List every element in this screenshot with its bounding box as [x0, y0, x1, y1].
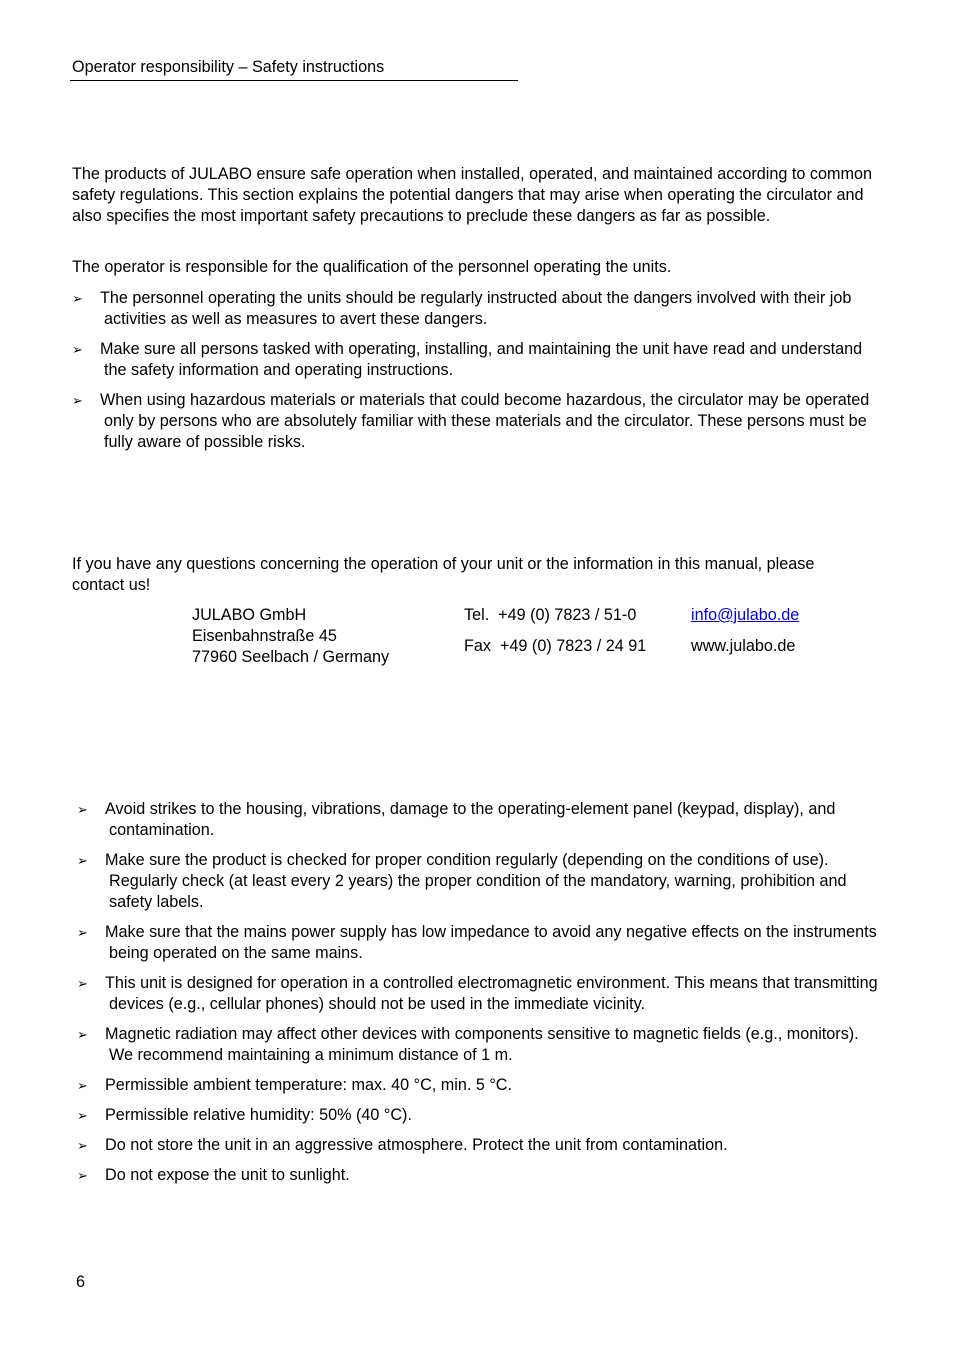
list-item-text: Avoid strikes to the housing, vibrations, damage to the operating-element panel (keypad, display), and contamination.	[105, 800, 836, 839]
arrow-bullet-icon: ➢	[72, 393, 83, 408]
list-item	[77, 1165, 884, 1186]
arrow-bullet-icon: ➢	[77, 853, 88, 868]
city-address: 77960 Seelbach / Germany	[192, 648, 390, 666]
list-item-text: Magnetic radiation may affect other devices with components sensitive to magnetic fields (e.g., monitors). We recommend maintaining a minimum distance of 1 m.	[105, 1025, 859, 1064]
list-item	[77, 1105, 884, 1126]
list-item-text: The personnel operating the units should be regularly instructed about the dangers involved with their job activities as well as measures to avert these dangers.	[100, 289, 852, 328]
street-address: Eisenbahnstraße 45	[192, 627, 337, 645]
list-item-text: Permissible relative humidity: 50% (40 °C).	[105, 1106, 412, 1124]
list-item-text: Make sure that the mains power supply has low impedance to avoid any negative effects on the instruments being operated on the same mains.	[105, 923, 877, 962]
list-item	[72, 390, 884, 453]
list-item	[77, 1135, 884, 1156]
list-item-text: Make sure the product is checked for proper condition regularly (depending on the conditions of use). Regularly check (at least every 2 years) the proper condition of the mandatory, warning, prohibition and safety labels.	[105, 851, 847, 911]
arrow-bullet-icon: ➢	[77, 925, 88, 940]
arrow-bullet-icon: ➢	[77, 802, 88, 817]
list-item-text: This unit is designed for operation in a controlled electromagnetic environment. This means that transmitting devices (e.g., cellular phones) should not be used in the immediate vicinity.	[105, 974, 878, 1013]
list-item-text: When using hazardous materials or materials that could become hazardous, the circulator may be operated only by persons who are absolutely familiar with these materials and the circulator. These persons must be fully aware of possible risks.	[100, 391, 870, 451]
contact-block	[192, 605, 832, 671]
fax-number: Fax +49 (0) 7823 / 24 91	[464, 637, 647, 655]
list-item	[72, 339, 884, 381]
website-text: www.julabo.de	[691, 637, 796, 655]
email-link[interactable]: info@julabo.de	[691, 606, 800, 624]
list-item	[77, 1024, 884, 1066]
list-item-text: Do not expose the unit to sunlight.	[105, 1166, 350, 1184]
list-item	[77, 973, 884, 1015]
list-item	[77, 1075, 884, 1096]
arrow-bullet-icon: ➢	[77, 976, 88, 991]
list-item	[77, 850, 884, 913]
arrow-bullet-icon: ➢	[77, 1108, 88, 1123]
arrow-bullet-icon: ➢	[72, 342, 83, 357]
list-item-text: Permissible ambient temperature: max. 40 °C, min. 5 °C.	[105, 1076, 512, 1094]
operation-bullet-list	[77, 799, 884, 1186]
arrow-bullet-icon: ➢	[77, 1168, 88, 1183]
list-item-text: Make sure all persons tasked with operating, installing, and maintaining the unit have read and understand the safety information and operating instructions.	[100, 340, 863, 379]
list-item-text: Do not store the unit in an aggressive atmosphere. Protect the unit from contamination.	[105, 1136, 728, 1154]
arrow-bullet-icon: ➢	[77, 1078, 88, 1093]
running-header: Operator responsibility – Safety instructions	[70, 57, 518, 81]
arrow-bullet-icon: ➢	[77, 1027, 88, 1042]
list-item	[72, 288, 884, 330]
personnel-bullet-list	[72, 288, 884, 453]
intro-paragraph: The products of JULABO ensure safe operation when installed, operated, and maintained according to common safety regulations. This section explains the potential dangers that may arise when operating the circulator and also specifies the most important safety precautions to preclude these dangers as far as possible.	[72, 165, 872, 225]
list-item	[77, 799, 884, 841]
contact-intro: If you have any questions concerning the operation of your unit or the information in this manual, please contact us!	[72, 555, 815, 594]
company-name: JULABO GmbH	[192, 606, 307, 624]
arrow-bullet-icon: ➢	[72, 291, 83, 306]
arrow-bullet-icon: ➢	[77, 1138, 88, 1153]
page-number: 6	[76, 1273, 86, 1291]
list-item	[77, 922, 884, 964]
address-column	[192, 605, 389, 668]
phone-column	[464, 605, 646, 657]
web-column	[691, 605, 799, 657]
operator-responsibility-paragraph: The operator is responsible for the qualification of the personnel operating the units.	[72, 258, 672, 276]
telephone-number: Tel. +49 (0) 7823 / 51-0	[464, 606, 637, 624]
